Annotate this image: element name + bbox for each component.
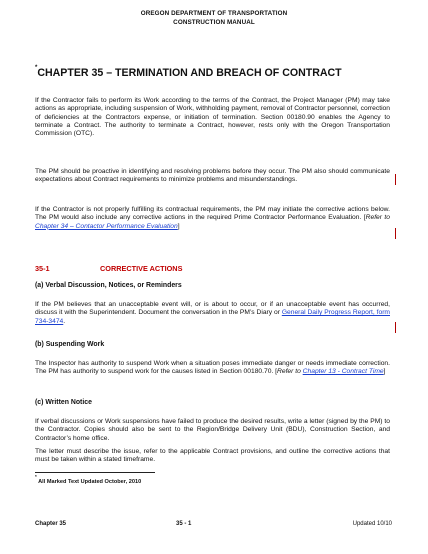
paragraph-proactive: The PM should be proactive in identifying and resolving problems before they occur. The PM also should communicate expectations about Contract requirements to minimize problems and misunderstandings. — [35, 168, 390, 184]
footnote-marker: * — [35, 474, 37, 479]
chapter-title — [35, 67, 342, 79]
link-daily-progress-report[interactable]: General Daily Progress Report, form 734-3474 — [35, 309, 390, 325]
subheading-written-notice: (c) Written Notice — [35, 399, 92, 406]
bracket-close: ] — [383, 368, 386, 376]
period: . — [63, 317, 66, 325]
revision-bar — [395, 228, 396, 239]
chapter-title-text: CHAPTER 35 – TERMINATION AND BREACH OF CONTRACT — [37, 67, 342, 79]
paragraph-text: If the PM believes that an unacceptable event will, or is about to occur, or if an unacceptable event has occurred, discuss it with the Superintendent. Document the conversation in the PM’s Diary or — [35, 301, 390, 317]
paragraph-suspending — [35, 360, 390, 377]
subheading-suspending-work: (b) Suspending Work — [35, 341, 105, 348]
footnote-divider — [35, 472, 155, 473]
footnote — [35, 476, 141, 485]
link-chapter-34[interactable]: Chapter 34 – Contactor Performance Evaluation — [35, 222, 178, 230]
running-header — [0, 10, 428, 27]
paragraph-letter: The letter must describe the issue, refer to the applicable Contract provisions, and outline the corrective actions that must be taken within a stated timeframe. — [35, 448, 390, 464]
paragraph-written: If verbal discussions or Work suspensions have failed to produce the desired results, write a letter (signed by the PM) to the Contractor. Copies should also be sent to the Region/Bridge Delivery Unit (BDU), Construction Section, and Contractor’s home office. — [35, 418, 390, 442]
paragraph-intro: If the Contractor fails to perform its Work according to the terms of the Contract, the Project Manager (PM) may take actions as appropriate, including suspension of Work, withholding payment, removal of Contractor personnel, correction of deficiencies at the Contractors expense, or initiation of termination. Section 00180.90 enables the Agency to terminate a Contract. The authority to terminate a Contract, however, rests only with the Oregon Transportation Commission (OTC). — [35, 97, 390, 138]
paragraph-text: If the Contractor is not properly fulfilling its contractual requirements, the PM may initiate the corrective actions below. The PM would also include any corrective actions in the required Prime Contractor Performance Evaluation. [ — [35, 206, 390, 222]
section-title: CORRECTIVE ACTIONS — [100, 264, 183, 273]
footer-chapter: Chapter 35 — [35, 521, 67, 527]
revision-bar — [395, 174, 396, 185]
header-agency: OREGON DEPARTMENT OF TRANSPORTATION — [140, 10, 288, 17]
footnote-text: All Marked Text Updated October, 2010 — [36, 478, 142, 485]
refer-text: Refer to — [365, 214, 390, 222]
footer-page-number: 35 - 1 — [176, 521, 192, 527]
paragraph-verbal — [35, 301, 390, 326]
subheading-verbal-discussion: (a) Verbal Discussion, Notices, or Reminders — [35, 282, 182, 289]
paragraph-corrective — [35, 206, 390, 231]
revision-bar — [395, 322, 396, 333]
bracket-close: ] — [177, 222, 180, 230]
revision-marker: * — [35, 65, 38, 72]
section-number: 35-1 — [35, 264, 50, 273]
header-manual: CONSTRUCTION MANUAL — [173, 18, 255, 26]
paragraph-text: The Inspector has authority to suspend Work when a situation poses immediate danger or needs immediate correction. The PM has authority to suspend work for the causes listed in Section 00180.70. [ — [35, 360, 390, 376]
footer-updated: Updated 10/10 — [352, 521, 392, 527]
refer-text: Refer to — [277, 368, 303, 376]
link-chapter-13[interactable]: Chapter 13 - Contract Time — [302, 368, 384, 376]
